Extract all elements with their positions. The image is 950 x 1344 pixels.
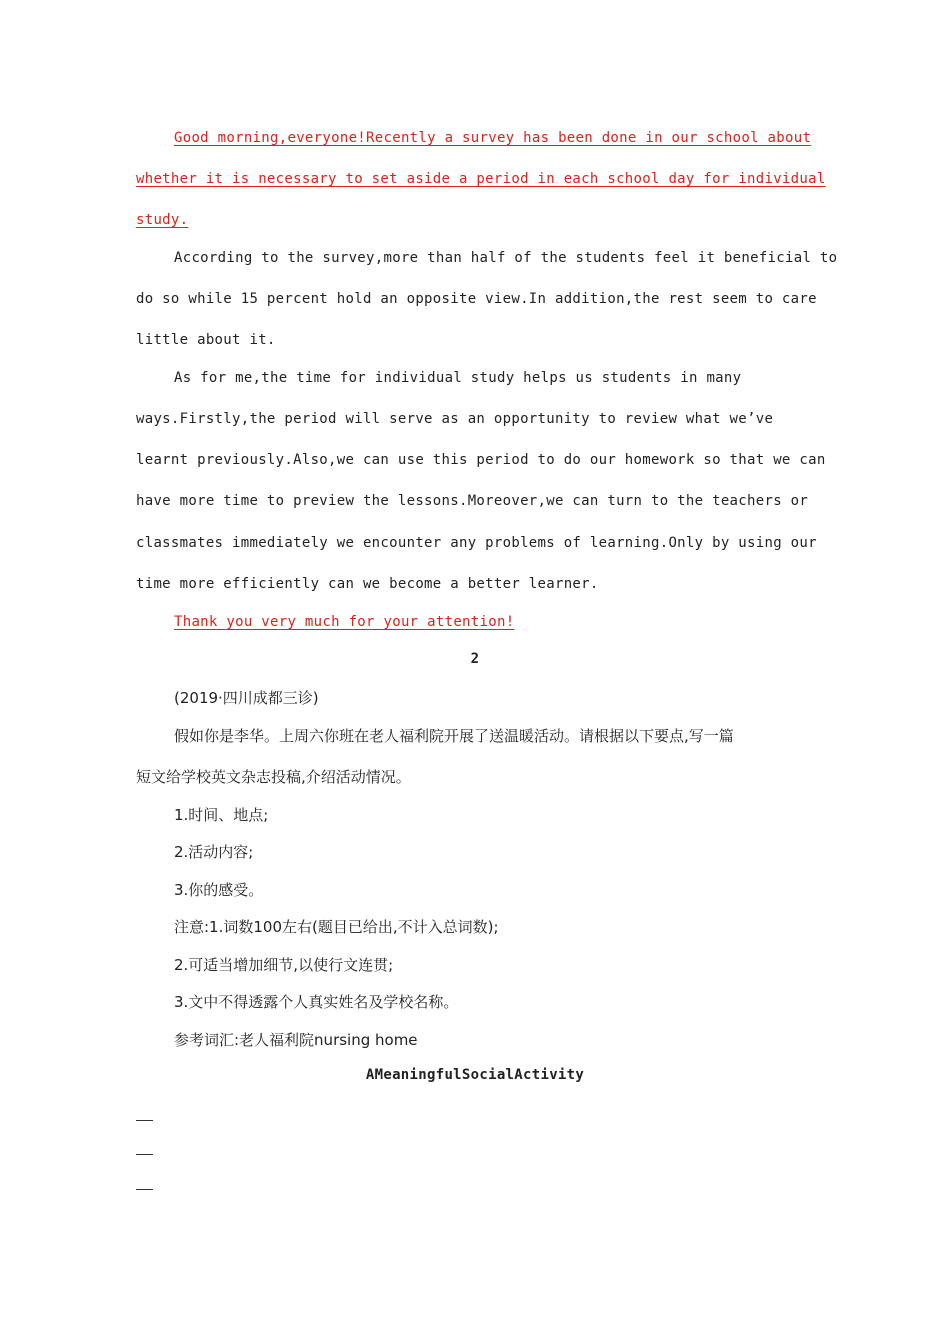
para2-line-4: have more time to preview the lessons.Moreover,we can turn to the teachers or: [136, 493, 809, 509]
point-2: 2.活动内容;: [174, 843, 254, 861]
para1-line-3: little about it.: [136, 332, 276, 348]
para2-line-2: ways.Firstly,the period will serve as an opportunity to review what we’ve: [136, 411, 774, 427]
note-3: 3.文中不得透露个人真实姓名及学校名称。: [174, 993, 459, 1011]
para1-line-2: do so while 15 percent hold an opposite view.In addition,the rest seem to care: [136, 291, 817, 307]
answer-blank-line[interactable]: [136, 1189, 153, 1190]
para1-line-1: According to the survey,more than half of the students feel it beneficial to: [174, 250, 838, 266]
answer-blank-line[interactable]: [136, 1120, 153, 1121]
note-2: 2.可适当增加细节,以使行文连贯;: [174, 956, 394, 974]
note-1: 注意:1.词数100左右(题目已给出,不计入总词数);: [174, 918, 499, 936]
answer-blank-line[interactable]: [136, 1154, 153, 1155]
prompt-line-1: 假如你是李华。上周六你班在老人福利院开展了送温暖活动。请根据以下要点,写一篇: [174, 727, 734, 745]
question-source: (2019·四川成都三诊): [174, 689, 319, 707]
para2-line-6: time more efficiently can we become a better learner.: [136, 576, 599, 592]
vocab-hint: 参考词汇:老人福利院nursing home: [174, 1031, 418, 1049]
para2-line-3: learnt previously.Also,we can use this period to do our homework so that we can: [136, 452, 826, 468]
para2-line-1: As for me,the time for individual study helps us students in many: [174, 370, 742, 386]
question-number: 2: [470, 651, 480, 667]
para2-line-5: classmates immediately we encounter any problems of learning.Only by using our: [136, 535, 817, 551]
essay-title: AMeaningfulSocialActivity: [365, 1067, 585, 1083]
intro-line-1: Good morning,everyone!Recently a survey has been done in our school about: [174, 130, 812, 146]
point-3: 3.你的感受。: [174, 881, 264, 899]
point-1: 1.时间、地点;: [174, 806, 269, 824]
intro-line-2: whether it is necessary to set aside a period in each school day for individual: [136, 171, 826, 187]
intro-line-3: study.: [136, 212, 189, 228]
prompt-line-2: 短文给学校英文杂志投稿,介绍活动情况。: [136, 768, 411, 786]
closing-line: Thank you very much for your attention!: [174, 614, 515, 630]
